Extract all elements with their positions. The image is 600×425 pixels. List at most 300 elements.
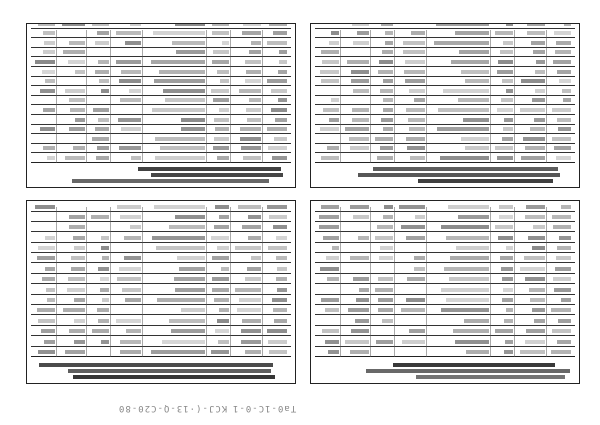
form-table	[31, 200, 291, 357]
table-cell-ink	[269, 23, 287, 26]
table-cell-ink	[215, 329, 229, 333]
header-text-line	[39, 363, 273, 367]
table-cell-ink	[329, 118, 339, 122]
table-cell-ink	[93, 108, 109, 112]
table-cell-ink	[436, 23, 489, 26]
table-cell-ink	[563, 98, 571, 102]
table-cell-ink	[458, 98, 489, 102]
table-cell-ink	[559, 236, 571, 240]
table-cell-ink	[464, 319, 489, 323]
table-cell-ink	[378, 70, 393, 74]
table-cell-ink	[506, 246, 513, 250]
table-cell-ink	[497, 156, 513, 160]
table-row	[315, 200, 575, 210]
table-cell-ink	[248, 236, 261, 240]
table-cell-ink	[448, 205, 489, 209]
table-row	[315, 47, 575, 57]
table-cell-ink	[553, 60, 571, 64]
table-cell-ink	[446, 236, 489, 240]
table-cell-ink	[499, 205, 513, 209]
table-cell-ink	[527, 31, 545, 35]
table-cell-ink	[275, 118, 287, 122]
table-cell-ink	[130, 23, 141, 26]
table-cell-ink	[384, 205, 393, 209]
column-rule	[56, 207, 57, 357]
table-row	[31, 152, 291, 162]
table-cell-ink	[358, 236, 369, 240]
header-text-line	[366, 369, 570, 373]
table-cell-ink	[69, 215, 85, 219]
table-cell-ink	[321, 205, 339, 209]
table-cell-ink	[274, 137, 287, 141]
table-cell-ink	[119, 267, 141, 271]
table-cell-ink	[403, 41, 425, 45]
table-cell-ink	[406, 236, 425, 240]
table-row	[31, 325, 291, 335]
table-cell-ink	[211, 350, 229, 354]
table-cell-ink	[215, 205, 229, 209]
table-row	[31, 242, 291, 252]
table-cell-ink	[267, 329, 287, 333]
table-cell-ink	[380, 89, 393, 93]
column-rule	[340, 207, 341, 357]
table-cell-ink	[211, 89, 229, 93]
table-cell-ink	[557, 118, 571, 122]
table-cell-ink	[63, 50, 85, 54]
table-cell-ink	[240, 137, 261, 141]
table-cell-ink	[43, 108, 55, 112]
table-cell-ink	[406, 298, 425, 302]
table-cell-ink	[465, 146, 489, 150]
table-cell-ink	[553, 277, 571, 281]
table-row	[315, 304, 575, 314]
table-cell-ink	[525, 146, 545, 150]
table-cell-ink	[62, 23, 85, 26]
table-row	[31, 133, 291, 143]
table-cell-ink	[407, 146, 425, 150]
table-cell-ink	[503, 41, 513, 45]
header-text-line	[138, 167, 281, 171]
table-cell-ink	[98, 60, 109, 64]
table-row	[315, 23, 575, 28]
table-cell-ink	[42, 70, 55, 74]
table-cell-ink	[352, 23, 369, 26]
table-cell-ink	[267, 205, 287, 209]
table-cell-ink	[526, 329, 545, 333]
table-row	[31, 252, 291, 262]
table-cell-ink	[175, 288, 205, 292]
column-rule	[370, 207, 371, 357]
table-cell-ink	[163, 89, 205, 93]
table-cell-ink	[217, 246, 229, 250]
table-row	[31, 211, 291, 221]
table-cell-ink	[169, 225, 205, 229]
table-cell-ink	[246, 70, 261, 74]
table-row	[31, 304, 291, 314]
column-rule	[394, 30, 395, 163]
table-cell-ink	[349, 137, 369, 141]
table-cell-ink	[219, 215, 229, 219]
table-cell-ink	[409, 127, 425, 131]
table-cell-ink	[152, 236, 205, 240]
table-cell-ink	[217, 319, 229, 323]
table-cell-ink	[375, 137, 393, 141]
table-cell-ink	[124, 236, 141, 240]
table-cell-ink	[409, 89, 425, 93]
table-cell-ink	[521, 156, 545, 160]
table-cell-ink	[552, 329, 571, 333]
table-cell-ink	[405, 60, 425, 64]
table-cell-ink	[155, 156, 205, 160]
table-cell-ink	[520, 108, 545, 112]
table-cell-ink	[530, 127, 545, 131]
table-cell-ink	[245, 350, 261, 354]
table-cell-ink	[122, 288, 141, 292]
table-cell-ink	[323, 236, 339, 240]
table-cell-ink	[276, 256, 287, 260]
table-cell-ink	[441, 308, 489, 312]
table-cell-ink	[212, 277, 229, 281]
table-cell-ink	[383, 98, 393, 102]
table-cell-ink	[212, 31, 229, 35]
table-cell-ink	[213, 146, 229, 150]
table-cell-ink	[98, 267, 109, 271]
table-cell-ink	[497, 70, 513, 74]
table-cell-ink	[557, 246, 571, 250]
table-cell-ink	[120, 340, 141, 344]
table-cell-ink	[502, 277, 513, 281]
table-cell-ink	[501, 98, 513, 102]
table-cell-ink	[152, 108, 205, 112]
table-cell-ink	[267, 127, 287, 131]
table-row	[31, 262, 291, 272]
table-cell-ink	[241, 340, 261, 344]
table-cell-ink	[74, 298, 85, 302]
table-row	[315, 114, 575, 124]
table-cell-ink	[35, 60, 55, 64]
table-cell-ink	[268, 246, 287, 250]
table-cell-ink	[355, 319, 369, 323]
table-cell-ink	[502, 79, 513, 83]
table-cell-ink	[498, 60, 513, 64]
table-cell-ink	[405, 79, 425, 83]
table-cell-ink	[65, 350, 85, 354]
header-text-line	[358, 173, 560, 177]
table-cell-ink	[239, 89, 261, 93]
table-cell-ink	[235, 246, 261, 250]
table-cell-ink	[531, 41, 545, 45]
header-text-line	[151, 173, 283, 177]
table-cell-ink	[438, 108, 489, 112]
table-cell-ink	[37, 308, 55, 312]
table-cell-ink	[268, 340, 287, 344]
table-cell-ink	[551, 308, 571, 312]
table-cell-ink	[277, 288, 287, 292]
table-cell-ink	[402, 340, 425, 344]
header-text-line	[68, 369, 271, 373]
table-row	[31, 85, 291, 95]
table-cell-ink	[116, 319, 141, 323]
table-cell-ink	[455, 31, 489, 35]
table-cell-ink	[532, 246, 545, 250]
table-cell-ink	[525, 215, 545, 219]
table-cell-ink	[440, 156, 489, 160]
table-cell-ink	[443, 89, 489, 93]
table-cell-ink	[535, 89, 545, 93]
table-cell-ink	[43, 146, 55, 150]
column-rule	[262, 207, 263, 357]
table-cell-ink	[65, 89, 85, 93]
table-cell-ink	[124, 256, 141, 260]
table-cell-ink	[506, 89, 513, 93]
table-cell-ink	[278, 98, 287, 102]
table-cell-ink	[99, 79, 109, 83]
table-cell-ink	[527, 23, 545, 26]
column-rule	[546, 207, 547, 357]
table-cell-ink	[74, 340, 85, 344]
table-cell-ink	[534, 118, 545, 122]
table-cell-ink	[458, 215, 489, 219]
form-sheet-top-right	[310, 23, 580, 188]
table-cell-ink	[35, 205, 55, 209]
table-cell-ink	[434, 41, 489, 45]
table-cell-ink	[505, 340, 513, 344]
table-cell-ink	[414, 267, 425, 271]
table-cell-ink	[214, 298, 229, 302]
table-row	[315, 143, 575, 153]
table-cell-ink	[500, 256, 513, 260]
table-cell-ink	[248, 215, 261, 219]
table-cell-ink	[449, 277, 489, 281]
column-rule	[490, 30, 491, 163]
column-rule	[230, 207, 231, 357]
table-cell-ink	[502, 137, 513, 141]
table-cell-ink	[44, 41, 55, 45]
table-cell-ink	[558, 127, 571, 131]
column-rule	[262, 30, 263, 163]
table-cell-ink	[320, 267, 339, 271]
table-cell-ink	[243, 23, 261, 26]
table-row	[31, 314, 291, 324]
table-cell-ink	[500, 50, 513, 54]
table-cell-ink	[380, 146, 393, 150]
column-rule	[230, 30, 231, 163]
table-row	[31, 104, 291, 114]
table-cell-ink	[399, 205, 425, 209]
table-cell-ink	[220, 79, 229, 83]
table-cell-ink	[557, 340, 571, 344]
table-cell-ink	[351, 79, 369, 83]
table-cell-ink	[453, 329, 489, 333]
table-cell-ink	[40, 127, 55, 131]
header-text-line	[73, 375, 275, 379]
table-cell-ink	[503, 127, 513, 131]
table-cell-ink	[44, 340, 55, 344]
table-cell-ink	[68, 60, 85, 64]
table-cell-ink	[174, 277, 205, 281]
table-row	[315, 242, 575, 252]
table-cell-ink	[459, 50, 489, 54]
table-cell-ink	[217, 156, 229, 160]
table-cell-ink	[97, 146, 109, 150]
table-cell-ink	[506, 308, 513, 312]
table-cell-ink	[130, 225, 141, 229]
table-row	[31, 200, 291, 210]
table-cell-ink	[67, 288, 85, 292]
table-cell-ink	[126, 329, 141, 333]
table-cell-ink	[320, 127, 339, 131]
table-cell-ink	[97, 308, 109, 312]
table-cell-ink	[119, 146, 141, 150]
table-cell-ink	[556, 41, 571, 45]
table-cell-ink	[45, 79, 55, 83]
table-row	[315, 221, 575, 231]
table-cell-ink	[38, 350, 55, 354]
table-cell-ink	[92, 329, 109, 333]
table-row	[315, 28, 575, 38]
table-cell-ink	[119, 79, 141, 83]
table-cell-ink	[331, 31, 339, 35]
table-cell-ink	[239, 298, 261, 302]
table-cell-ink	[95, 41, 109, 45]
table-cell-ink	[495, 329, 513, 333]
table-cell-ink	[353, 215, 369, 219]
table-cell-ink	[181, 308, 205, 312]
header-text-line	[72, 179, 269, 183]
table-cell-ink	[235, 288, 261, 292]
table-cell-ink	[561, 205, 571, 209]
table-cell-ink	[321, 79, 339, 83]
table-cell-ink	[528, 236, 545, 240]
table-cell-ink	[176, 50, 205, 54]
table-cell-ink	[43, 31, 55, 35]
table-cell-ink	[279, 50, 287, 54]
table-cell-ink	[379, 60, 393, 64]
table-cell-ink	[530, 298, 545, 302]
table-cell-ink	[385, 31, 393, 35]
table-cell-ink	[382, 50, 393, 54]
table-cell-ink	[375, 288, 393, 292]
table-cell-ink	[269, 215, 287, 219]
table-cell-ink	[351, 329, 369, 333]
table-cell-ink	[271, 89, 287, 93]
table-cell-ink	[269, 350, 287, 354]
table-cell-ink	[383, 79, 393, 83]
form-table	[315, 23, 575, 163]
table-cell-ink	[241, 146, 261, 150]
table-cell-ink	[274, 319, 287, 323]
table-row	[315, 56, 575, 66]
table-cell-ink	[350, 146, 369, 150]
table-cell-ink	[414, 98, 425, 102]
table-cell-ink	[441, 225, 489, 229]
table-cell-ink	[276, 277, 287, 281]
table-cell-ink	[97, 31, 109, 35]
table-cell-ink	[556, 156, 571, 160]
table-cell-ink	[561, 298, 571, 302]
table-cell-ink	[525, 277, 545, 281]
table-cell-ink	[215, 127, 229, 131]
table-cell-ink	[101, 236, 109, 240]
table-cell-ink	[558, 319, 571, 323]
table-cell-ink	[273, 308, 287, 312]
table-cell-ink	[47, 298, 55, 302]
table-cell-ink	[451, 60, 489, 64]
table-cell-ink	[249, 98, 261, 102]
table-cell-ink	[532, 308, 545, 312]
table-cell-ink	[465, 79, 489, 83]
table-cell-ink	[242, 31, 261, 35]
table-cell-ink	[520, 267, 545, 271]
table-cell-ink	[95, 127, 109, 131]
column-rule	[206, 30, 207, 163]
table-cell-ink	[268, 146, 287, 150]
table-cell-ink	[329, 41, 339, 45]
table-cell-ink	[279, 60, 287, 64]
table-cell-ink	[154, 205, 205, 209]
table-cell-ink	[461, 70, 489, 74]
table-cell-ink	[221, 267, 229, 271]
table-cell-ink	[356, 298, 369, 302]
table-cell-ink	[407, 277, 425, 281]
table-cell-ink	[219, 108, 229, 112]
table-cell-ink	[240, 127, 261, 131]
table-cell-ink	[69, 329, 85, 333]
table-cell-ink	[444, 267, 489, 271]
table-cell-ink	[520, 350, 545, 354]
table-cell-ink	[159, 70, 205, 74]
table-cell-ink	[415, 215, 425, 219]
table-cell-ink	[121, 70, 141, 74]
table-cell-ink	[557, 70, 571, 74]
column-rule	[426, 30, 427, 163]
table-cell-ink	[92, 137, 109, 141]
table-cell-ink	[45, 236, 55, 240]
table-cell-ink	[536, 60, 545, 64]
table-cell-ink	[238, 205, 261, 209]
table-cell-ink	[212, 60, 229, 64]
table-cell-ink	[271, 108, 287, 112]
column-rule	[340, 30, 341, 163]
table-cell-ink	[102, 298, 109, 302]
table-cell-ink	[243, 156, 261, 160]
table-cell-ink	[437, 127, 489, 131]
table-cell-ink	[383, 215, 393, 219]
table-cell-ink	[403, 50, 425, 54]
table-cell-ink	[495, 146, 513, 150]
table-cell-ink	[100, 277, 109, 281]
table-cell-ink	[555, 267, 571, 271]
table-cell-ink	[506, 23, 513, 26]
scan-footer-center-label: Ta0-1C-0-1	[232, 403, 297, 413]
table-cell-ink	[157, 298, 205, 302]
table-cell-ink	[377, 225, 393, 229]
table-cell-ink	[272, 156, 287, 160]
table-cell-ink	[378, 298, 393, 302]
table-cell-ink	[446, 298, 489, 302]
table-cell-ink	[154, 79, 205, 83]
table-row	[315, 252, 575, 262]
table-cell-ink	[410, 156, 425, 160]
table-cell-ink	[151, 60, 205, 64]
table-row	[315, 262, 575, 272]
table-cell-ink	[247, 267, 261, 271]
table-row	[315, 335, 575, 345]
table-cell-ink	[408, 118, 425, 122]
table-row	[31, 124, 291, 134]
table-cell-ink	[377, 156, 393, 160]
table-cell-ink	[376, 340, 393, 344]
